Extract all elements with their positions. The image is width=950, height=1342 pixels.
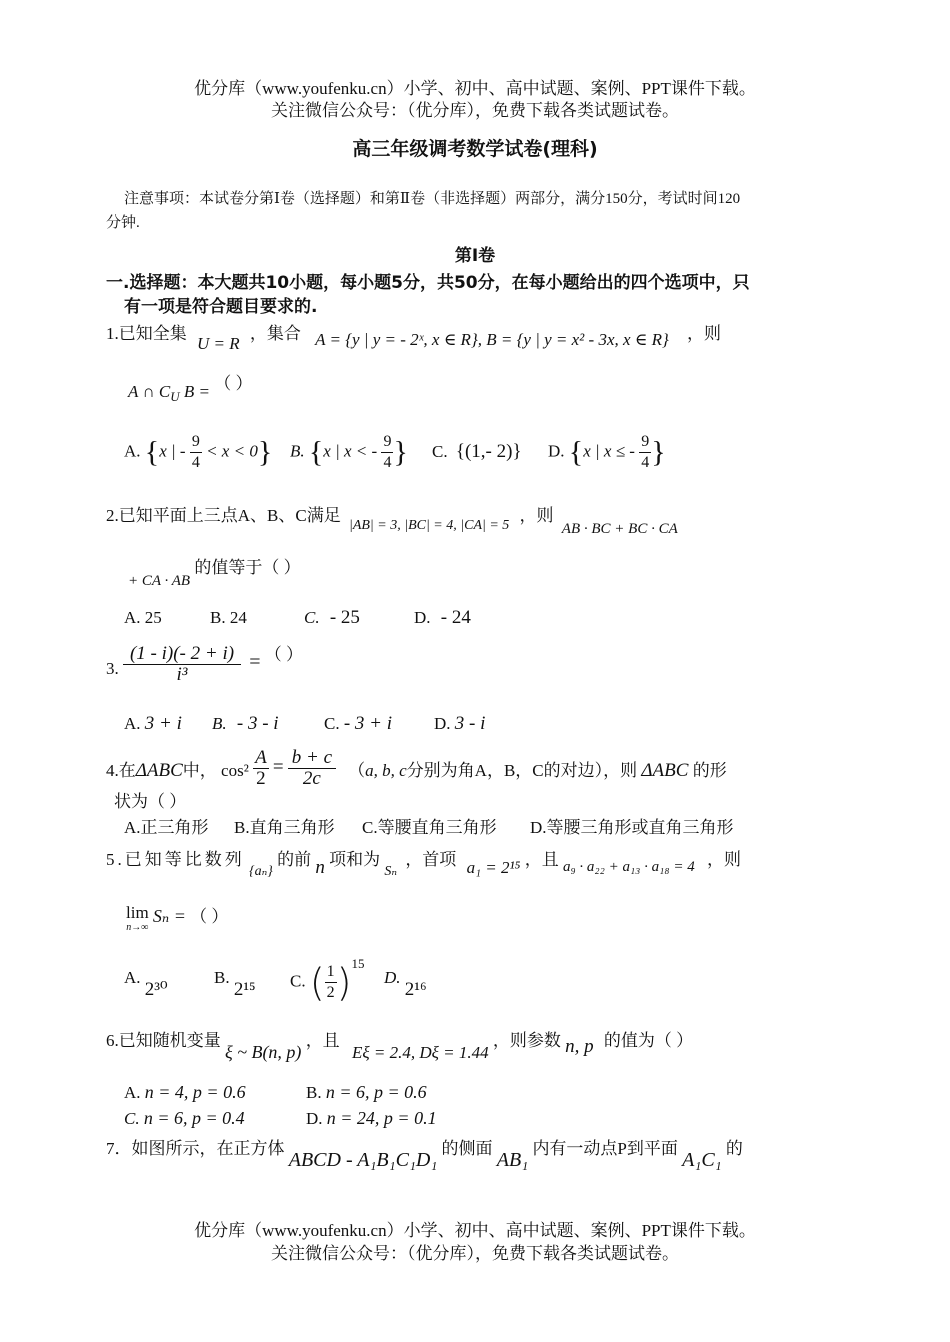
q5-first-term: a₁ = 2¹⁵ <box>466 858 521 877</box>
q4-cos: cos² <box>221 761 249 781</box>
q1-a-label: A. <box>124 441 141 461</box>
q2-stem-b: ，则 <box>519 506 554 525</box>
q7-face: AB₁ <box>496 1149 529 1171</box>
q1-ask-tail: B = <box>179 382 210 401</box>
q2-condition: |AB| = 3, |BC| = 4, |CA| = 5 <box>348 518 510 533</box>
q2-stem-2 <box>128 556 301 589</box>
q4-frac-2: $\frac{b + c}{2c}$ <box>288 748 336 789</box>
q1-stem-c: ，则 <box>687 324 722 343</box>
q1-a-frac: $\frac{9}{4}$ <box>191 433 200 471</box>
q3-option-a: A. 3 + i <box>124 713 182 734</box>
q4-stem-2: 状为（ ） <box>114 792 187 811</box>
q2-stem <box>106 504 678 537</box>
q1-c-val: {(1,- 2)} <box>455 441 522 462</box>
q6-stem: 6.已知随机变量 ξ ~ B(n, p) ，且 Eξ = 2.4, Dξ = 1.44 ，则参数 n, p 的值为（ ） <box>106 1031 694 1062</box>
q2-d-val: - 24 <box>440 607 471 628</box>
q4-option-a: A.正三角形 <box>124 818 209 837</box>
q1-b-val: x | x < - <box>323 441 378 461</box>
q1-option-b <box>290 432 408 473</box>
q2-expr-1: AB · BC + BC · CA <box>561 521 678 537</box>
q2-d-label: D. <box>414 608 431 627</box>
q1-d-frac: $\frac{9}{4}$ <box>641 433 650 471</box>
q1-a-val: x | - <box>159 441 186 461</box>
q2-c-label: C. <box>304 608 320 627</box>
right-brace-icon: } <box>393 435 408 469</box>
q3-fraction <box>123 644 241 685</box>
q2-option-b: B. 24 <box>210 608 247 627</box>
q2-stem-a: 2.已知平面上三点A、B、C满足 <box>106 506 341 525</box>
q6-condition: Eξ = 2.4, Dξ = 1.44 <box>351 1043 489 1062</box>
q4-abc: a, b, c <box>365 761 407 781</box>
header-line-1: 优分库（www.youfenku.cn）小学、初中、高中试题、案例、PPT课件下载。 <box>194 79 756 98</box>
q3-option-b: B. - 3 - i <box>212 713 279 734</box>
q7-cube: ABCD - A₁B₁C₁D₁ <box>288 1149 438 1171</box>
q3-paren: （ ） <box>264 645 304 665</box>
q4-stem: 4.在ΔABC中， cos² $\frac{A}{2}$ = $\frac{b + c}{2c}$ （a, b, c分别为角A，B，C的对边），则 ΔABC 的形 <box>106 747 727 789</box>
q5-condition: a₉ · a₂₂ + a₁₃ · a₁₈ = 4 <box>562 859 695 875</box>
q4-option-d: D.等腰三角形或直角三角形 <box>530 818 734 837</box>
right-paren-icon: ) <box>336 960 352 1005</box>
q1-option-a <box>124 432 272 473</box>
section-heading-line-2: 有一项是符合题目要求的. <box>124 297 318 317</box>
q5-stem: 5.已知等比数列 $_{\{a_n\}}$ 的前 n 项和为 $_{S_n}$ ，首项 a₁ = 2¹⁵ ，且 a₉ · a₂₂ + a₁₃ · a₁₈ = 4 ，则 <box>106 850 741 879</box>
q5-limit: lim n→∞ Sₙ = （ ） <box>126 903 229 933</box>
q5-option-d: D. 2¹⁶ <box>384 968 427 1000</box>
q2-option-d <box>414 606 471 630</box>
q4-frac-1: $\frac{A}{2}$ <box>255 747 267 789</box>
q4-option-b: B.直角三角形 <box>234 818 335 837</box>
volume-heading: 第Ⅰ卷 <box>454 246 496 266</box>
footer-line-1: 优分库（www.youfenku.cn）小学、初中、高中试题、案例、PPT课件下载。 <box>194 1221 756 1240</box>
q5-option-c: C. ( $\frac{1}{2}$ )$^{15}$ <box>290 955 365 1005</box>
q5-option-b: B. 2¹⁵ <box>214 968 256 1000</box>
q3-numerator: (1 - i)(- 2 + i) <box>123 644 241 665</box>
left-brace-icon: { <box>144 435 160 469</box>
q6-option-b: B. n = 6, p = 0.6 <box>306 1082 427 1102</box>
q3-stem <box>106 644 303 685</box>
q1-sets: A = {y | y = - 2ˣ, x ∈ R}, B = {y | y = x² - 3x, x ∈ R} <box>315 330 669 349</box>
q3-label: 3. <box>106 659 119 679</box>
q2-option-c <box>304 606 360 630</box>
q1-paren: （ ） <box>214 374 253 393</box>
q1-ask-expr: A ∩ C <box>128 382 171 401</box>
q1-a-tail: < x < 0 <box>206 441 258 461</box>
q1-option-c <box>432 440 522 464</box>
q6-option-d: D. n = 24, p = 0.1 <box>306 1108 437 1128</box>
left-paren-icon: ( <box>309 960 325 1005</box>
notice-line-2: 分钟. <box>106 215 140 231</box>
q3-option-c: C. - 3 + i <box>324 713 393 734</box>
q5-c-frac: $\frac{1}{2}$ <box>326 963 335 1001</box>
header-line-2: 关注微信公众号：（优分库），免费下载各类试题试卷。 <box>271 101 679 120</box>
q1-d-val: x | x ≤ - <box>583 441 635 461</box>
left-brace-icon: { <box>568 435 584 469</box>
q1-ask <box>128 372 253 405</box>
page-title: 高三年级调考数学试卷(理科) <box>352 138 598 160</box>
q2-stem-c: 的值等于（ ） <box>194 558 301 577</box>
q4-option-c: C.等腰直角三角形 <box>362 818 497 837</box>
left-brace-icon: { <box>308 435 324 469</box>
q2-option-a: A. 25 <box>124 608 162 627</box>
right-brace-icon: } <box>651 435 666 469</box>
q6-option-c: C. n = 6, p = 0.4 <box>124 1108 245 1128</box>
q7-plane: A₁C₁ <box>682 1149 722 1171</box>
q3-option-d: D. 3 - i <box>434 713 486 734</box>
q5-sequence: {aₙ} <box>249 864 273 879</box>
section-heading-line-1: 一.选择题：本大题共10小题，每小题5分，共50分，在每小题给出的四个选项中，只 <box>106 273 750 293</box>
q1-c-label: C. <box>432 442 448 461</box>
q2-expr-2: + CA · AB <box>128 573 191 589</box>
q1-option-d <box>548 432 666 473</box>
q3-equals: = <box>249 651 261 674</box>
right-brace-icon: } <box>257 435 273 469</box>
q5-option-a: A. 2³⁰ <box>124 968 168 1000</box>
q2-c-val: - 25 <box>329 607 360 628</box>
q1-universal-set: U = R <box>197 334 240 353</box>
q1-d-label: D. <box>548 441 565 461</box>
q1-b-frac: $\frac{9}{4}$ <box>383 433 392 471</box>
q1-stem-b: ，集合 <box>249 324 301 343</box>
q6-distribution: ξ ~ B(n, p) <box>225 1042 302 1062</box>
q6-option-a: A. n = 4, p = 0.6 <box>124 1082 246 1102</box>
q1-stem-a: 1.已知全集 <box>106 324 187 343</box>
q4-triangle: ΔABC <box>135 760 183 782</box>
q1-ask-sub: U <box>170 389 180 405</box>
q3-denominator: i³ <box>176 664 188 685</box>
q1-stem <box>106 322 722 353</box>
footer-line-2: 关注微信公众号：（优分库），免费下载各类试题试卷。 <box>271 1244 679 1263</box>
q7-stem: 7．如图所示，在正方体 ABCD - A₁B₁C₁D₁ 的侧面 AB₁ 内有一动点P到平面 A₁C₁ 的 <box>106 1139 743 1171</box>
notice-line-1: 注意事项：本试卷分第Ⅰ卷（选择题）和第Ⅱ卷（非选择题）两部分，满分150分，考试时间120 <box>124 191 741 207</box>
q1-b-label: B. <box>290 441 305 461</box>
